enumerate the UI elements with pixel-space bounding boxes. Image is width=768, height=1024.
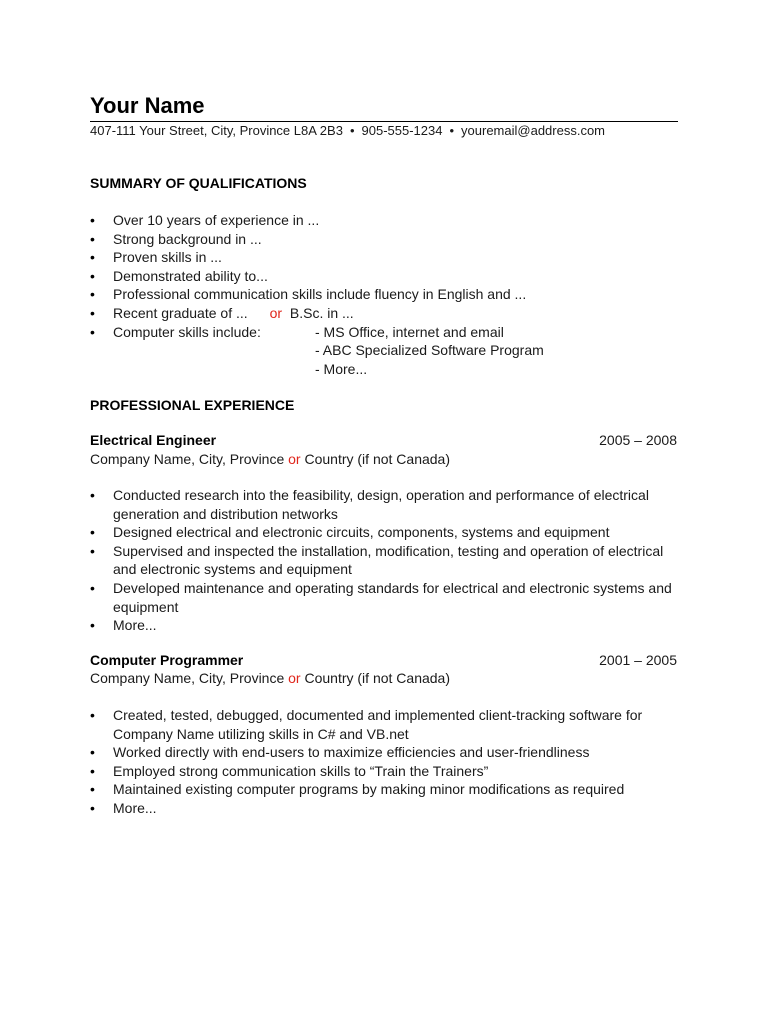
list-item: • Created, tested, debugged, documented and implemented client-tracking software for Company Name utilizing skills in C# and VB.net [90, 706, 680, 743]
list-item: • Supervised and inspected the installation, modification, testing and operation of electrical and electronic systems and equipment [90, 542, 680, 579]
job-dates: 2005 – 2008 [599, 432, 677, 448]
list-item-graduate [90, 304, 680, 323]
list-item: • Developed maintenance and operating standards for electrical and electronic systems and equipment [90, 579, 680, 616]
address-text: 407-111 Your Street, City, Province L8A 2B3 [90, 123, 343, 138]
company-text: Company Name, City, Province [90, 670, 285, 686]
job-title: Electrical Engineer [90, 432, 217, 448]
contact-separator: • [349, 123, 355, 138]
job-company [90, 450, 450, 468]
company-or: or [288, 451, 301, 467]
list-item: • Proven skills in ... [90, 248, 680, 267]
computer-skill-item: - ABC Specialized Software Program [315, 342, 544, 359]
company-country: Country (if not Canada) [304, 670, 451, 686]
job-duties-list [90, 486, 680, 635]
company-text: Company Name, City, Province [90, 451, 285, 467]
computer-skill-item: - More... [315, 360, 368, 377]
list-item: • Conducted research into the feasibility, design, operation and performance of electrical generation and distribution networks [90, 486, 680, 523]
list-item: • Employed strong communication skills to “Train the Trainers” [90, 762, 680, 781]
candidate-name: Your Name [90, 93, 205, 118]
graduate-or: or [269, 304, 283, 321]
experience-heading: PROFESSIONAL EXPERIENCE [90, 397, 295, 413]
list-item: • Strong background in ... [90, 230, 680, 249]
contact-separator: • [449, 123, 455, 138]
company-or: or [288, 670, 301, 686]
list-item: • Professional communication skills include fluency in English and ... [90, 285, 680, 304]
header-rule [90, 121, 678, 122]
phone-text: 905-555-1234 [361, 123, 443, 138]
list-item-computer-skills [90, 323, 680, 377]
graduate-suffix: B.Sc. in ... [289, 304, 354, 321]
job-dates: 2001 – 2005 [599, 652, 677, 668]
list-item: • Worked directly with end-users to maximize efficiencies and user-friendliness [90, 743, 680, 762]
list-item: • More... [90, 616, 680, 635]
computer-skills-label: Computer skills include: [113, 323, 261, 340]
job-company [90, 669, 450, 687]
list-item: • Maintained existing computer programs by making minor modifications as required [90, 780, 680, 799]
list-item: • Over 10 years of experience in ... [90, 211, 680, 230]
list-item: • More... [90, 799, 680, 818]
summary-heading: SUMMARY OF QUALIFICATIONS [90, 175, 307, 191]
computer-skill-item: - MS Office, internet and email [315, 323, 504, 340]
contact-line [90, 123, 605, 139]
job-title: Computer Programmer [90, 652, 244, 668]
list-item: • Designed electrical and electronic circuits, components, systems and equipment [90, 523, 680, 542]
computer-skills-list [315, 323, 544, 379]
list-item: • Demonstrated ability to... [90, 267, 680, 286]
company-country: Country (if not Canada) [304, 451, 451, 467]
job-duties-list [90, 706, 680, 818]
summary-list [90, 211, 680, 377]
graduate-prefix: Recent graduate of ... [113, 304, 248, 321]
email-text: youremail@address.com [461, 123, 606, 138]
